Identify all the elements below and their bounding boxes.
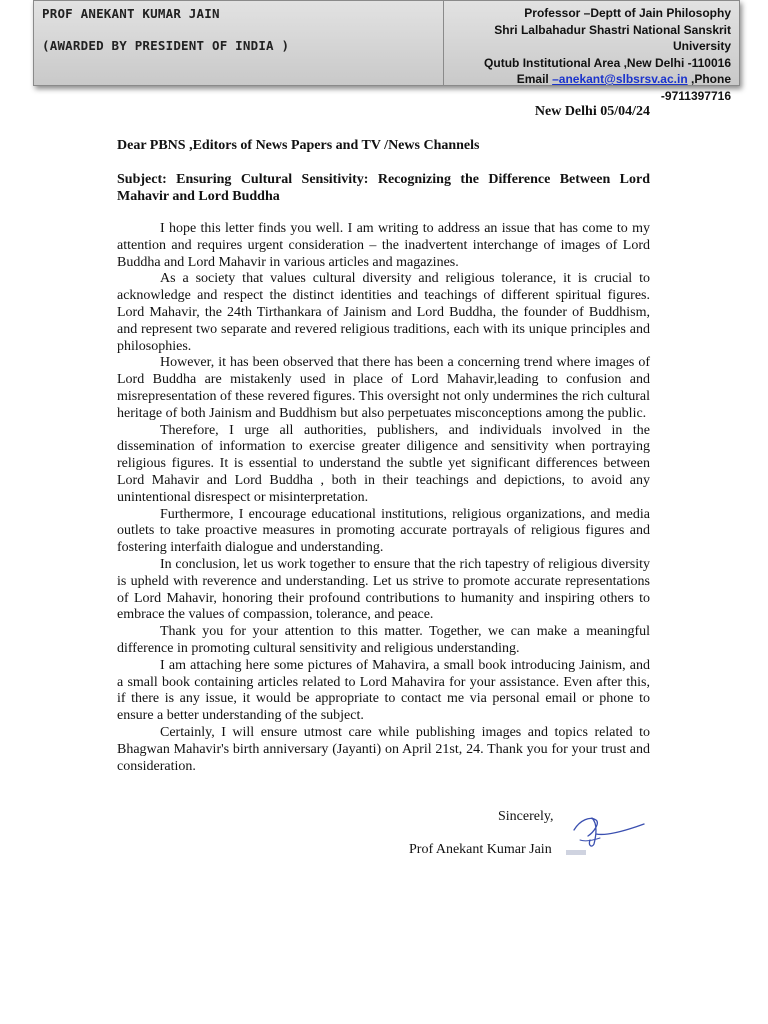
letterhead-left-panel: [33, 0, 443, 86]
body-paragraph: I am attaching here some pictures of Mahavira, a small book introducing Jainism, and a small book containing articles related to Lord Mahavira for your assistance. Even after this, if there is any issue, it would be appropriate to contact me via personal email or phone to ensure a better understanding of the subject.: [117, 657, 650, 724]
letterhead-university: Shri Lalbahadur Shastri National Sanskrit University: [494, 22, 731, 53]
body-paragraph: Certainly, I will ensure utmost care while publishing images and topics related to Bhagwan Mahavir's birth anniversary (Jayanti) on April 21st, 24. Thank you for your trust and consideration.: [117, 724, 650, 774]
body-paragraph: I hope this letter finds you well. I am writing to address an issue that has come to my attention and requires urgent consideration – the inadvertent interchange of images of Lord Buddha and Lord Mahavir in various articles and magazines.: [117, 221, 650, 270]
email-link[interactable]: –anekant@slbsrsv.ac.in: [552, 72, 688, 86]
body-paragraph: Therefore, I urge all authorities, publishers, and individuals involved in the dissemination of information to exercise greater diligence and sensitivity when portraying religious figures. It is essential to understand the subtle yet significant differences between Lord Mahavir and Lord Buddha , both in their teachings and depictions, to avoid any unintentional disrespect or misinterpretation.: [117, 422, 650, 505]
letterhead-address: Qutub Institutional Area ,New Delhi -110016: [484, 55, 731, 70]
letter-body: [117, 221, 650, 775]
body-paragraph: However, it has been observed that there has been a concerning trend where images of Lord Buddha are mistakenly used in place of Lord Mahavir,leading to confusion and misrepresentation of these revered figures. This oversight not only undermines the rich cultural heritage of both Jainism and Buddhism but also perpetuates misconceptions among the public.: [117, 355, 650, 421]
letter-closing: Sincerely,: [498, 809, 554, 824]
letterhead-designation: Professor –Deptt of Jain Philosophy: [524, 6, 731, 20]
letterhead-award: (AWARDED BY PRESIDENT OF INDIA ): [42, 38, 290, 53]
body-paragraph: Thank you for your attention to this matter. Together, we can make a meaningful difference in promoting cultural sensitivity and religious understanding.: [117, 624, 650, 656]
email-label: Email: [516, 72, 553, 86]
body-paragraph: In conclusion, let us work together to ensure that the rich tapestry of religious diversity is upheld with reverence and understanding. Let us strive to promote accurate representations of Lord Mahavir, honoring their profound contributions to humanity and inspiring others to embrace the values of compassion, tolerance, and peace.: [117, 556, 650, 623]
letter-subject: Subject: Ensuring Cultural Sensitivity: Recognizing the Difference Between Lord Mahavir and Lord Buddha: [117, 172, 650, 204]
body-paragraph: As a society that values cultural diversity and religious tolerance, it is crucial to acknowledge and respect the distinct identities and teachings of different spiritual figures. Lord Mahavir, the 24th Tirthankara of Jainism and Lord Buddha, the founder of Buddhism, and represent two separate and revered religious traditions, each with its unique principles and philosophies.: [117, 271, 650, 354]
body-paragraph: Furthermore, I encourage educational institutions, religious organizations, and media outlets to take proactive measures in promoting accurate portrayals of religious figures and fostering interfaith dialogue and understanding.: [117, 506, 650, 556]
phone-text: ,Phone -9711397716: [660, 72, 731, 103]
letter-salutation: Dear PBNS ,Editors of News Papers and TV /News Channels: [117, 138, 480, 153]
header-divider: [115, 88, 648, 89]
letterhead-name: PROF ANEKANT KUMAR JAIN: [42, 6, 220, 21]
signer-name: Prof Anekant Kumar Jain: [409, 842, 552, 857]
letterhead-contact-panel: [443, 0, 740, 103]
handwritten-signature: [566, 810, 648, 860]
letterhead: [33, 0, 740, 103]
letter-date: New Delhi 05/04/24: [534, 104, 650, 119]
